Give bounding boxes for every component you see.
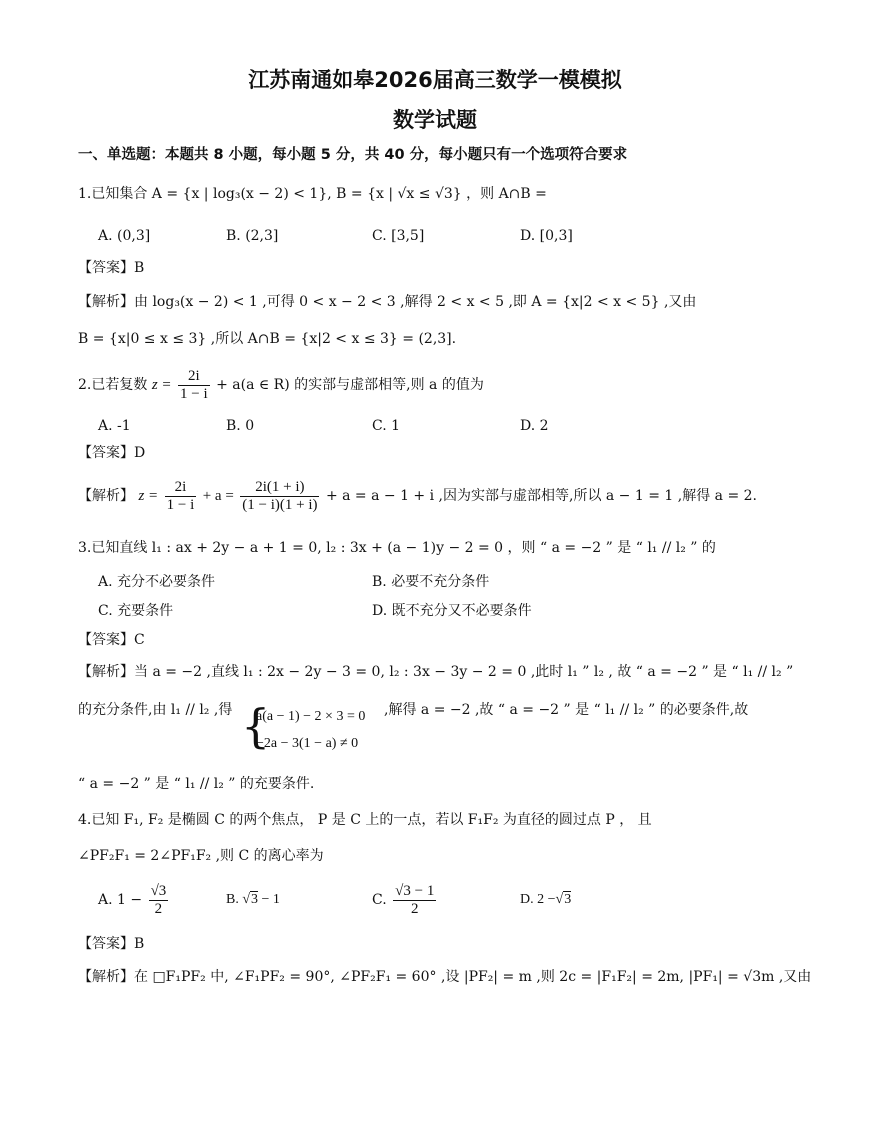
q3-option-a: A. 充分不必要条件	[98, 574, 216, 590]
q3-system-equation-2: −2a − 3(1 − a) ≠ 0	[256, 736, 359, 751]
question-1-stem: 1.已知集合 A = {x | log₃(x − 2) < 1}, B = {x | √x ≤ √3} ，则 A∩B =	[78, 186, 547, 202]
q1-option-a: A. (0,3]	[98, 228, 151, 244]
q2-answer: 【答案】D	[78, 445, 146, 461]
q1-analysis-line-1: 【解析】由 log₃(x − 2) < 1 ,可得 0 < x − 2 < 3 ,解得 2 < x < 5 ,即 A = {x|2 < x < 5} ,又由	[78, 294, 697, 310]
q4-option-b-suffix: − 1	[261, 892, 280, 907]
q1-option-d: D. [0,3]	[520, 228, 573, 244]
q4-option-b: B. √3 − 1	[226, 892, 280, 907]
q3-analysis-line-1: 【解析】当 a = −2 ,直线 l₁ : 2x − 2y − 3 = 0, l₂ : 3x − 3y − 2 = 0 ,此时 l₁ ” l₂ , 故 “ a = −2 ” 是 “ l₁ // l₂ ”	[78, 664, 794, 680]
q2-analysis-middle: + a =	[202, 488, 234, 504]
q2-fraction	[178, 368, 210, 403]
q4-option-d: D. 2 −√3	[520, 892, 572, 907]
q4-answer: 【答案】B	[78, 936, 145, 952]
q1-analysis-line-2: B = {x|0 ≤ x ≤ 3} ,所以 A∩B = {x|2 < x ≤ 3} = (2,3].	[78, 331, 457, 347]
q3-analysis-line-2-prefix: 的充分条件,由 l₁ // l₂ ,得	[78, 702, 233, 718]
q3-system-brace: {	[241, 699, 271, 753]
q2-analysis-fraction-2-numerator: 2i(1 + i)	[240, 479, 319, 497]
q4-option-b-radicand: 3	[251, 892, 259, 907]
q4-option-a	[98, 878, 170, 922]
q3-analysis-line-3: “ a = −2 ” 是 “ l₁ // l₂ ” 的充要条件.	[78, 776, 315, 792]
document-title: 江苏南通如皋2026届高三数学一模模拟	[248, 68, 622, 92]
q2-option-a: A. -1	[98, 418, 131, 434]
q3-option-d: D. 既不充分又不必要条件	[372, 603, 532, 619]
q4-option-c-numerator: √3 − 1	[395, 882, 435, 899]
q2-analysis-fraction-1	[165, 479, 197, 514]
q2-stem-prefix: 2.已若复数	[78, 377, 148, 393]
q2-analysis-fraction-2	[240, 479, 319, 514]
q2-analysis-prefix: 【解析】	[78, 488, 134, 504]
question-3-stem: 3.已知直线 l₁ : ax + 2y − a + 1 = 0, l₂ : 3x + (a − 1)y − 2 = 0 ，则 “ a = −2 ” 是 “ l₁ // l₂ ” 的	[78, 540, 716, 556]
q4-option-b-prefix: B.	[226, 892, 239, 907]
q4-option-d-radicand: 3	[564, 892, 572, 907]
q4-analysis: 【解析】在 □F₁PF₂ 中, ∠F₁PF₂ = 90°, ∠PF₂F₁ = 60° ,设 |PF₂| = m ,则 2c = |F₁F₂| = 2m, |PF₁| = √3m ,又由	[78, 969, 812, 985]
q2-fraction-denominator: 1 − i	[179, 385, 208, 402]
q3-analysis-line-2-suffix: ,解得 a = −2 ,故 “ a = −2 ” 是 “ l₁ // l₂ ” 的必要条件,故	[384, 702, 749, 718]
question-4-stem-line-2: ∠PF₂F₁ = 2∠PF₁F₂ ,则 C 的离心率为	[78, 848, 324, 864]
q2-z-label: z =	[151, 377, 172, 393]
q4-option-a-numerator: √3	[150, 882, 167, 899]
q2-analysis-suffix: + a = a − 1 + i ,因为实部与虚部相等,所以 a − 1 = 1 ,解得 a = 2.	[325, 488, 757, 504]
q2-option-b: B. 0	[226, 418, 255, 434]
q3-option-c: C. 充要条件	[98, 603, 174, 619]
question-4-stem-line-1: 4.已知 F₁, F₂ 是椭圆 C 的两个焦点， P 是 C 上的一点，若以 F₁F₂ 为直径的圆过点 P ， 且	[78, 812, 652, 828]
q1-option-b: B. (2,3]	[226, 228, 279, 244]
q2-option-d: D. 2	[520, 418, 549, 434]
question-2-stem	[78, 363, 484, 407]
q2-analysis-fraction-1-denominator: 1 − i	[166, 496, 195, 513]
q3-answer: 【答案】C	[78, 632, 145, 648]
q4-option-c-fraction	[393, 883, 436, 918]
q4-option-c-denominator: 2	[410, 900, 419, 917]
q4-option-a-prefix: A. 1 −	[98, 892, 143, 908]
q2-analysis	[78, 472, 757, 520]
q2-analysis-z: z =	[138, 488, 159, 504]
q1-option-c: C. [3,5]	[372, 228, 425, 244]
document-subtitle: 数学试题	[393, 108, 477, 132]
q2-fraction-numerator: 2i	[178, 368, 210, 386]
q4-option-a-fraction	[149, 883, 169, 918]
section-heading: 一、单选题：本题共 8 小题，每小题 5 分，共 40 分，每小题只有一个选项符合要求	[78, 147, 628, 163]
q3-system-equation-1: a(a − 1) − 2 × 3 = 0	[256, 709, 366, 724]
q1-answer: 【答案】B	[78, 260, 145, 276]
q4-option-c	[372, 878, 438, 922]
q4-option-c-prefix: C.	[372, 892, 387, 908]
q4-option-a-denominator: 2	[154, 900, 163, 917]
q3-option-b: B. 必要不充分条件	[372, 574, 490, 590]
q2-option-c: C. 1	[372, 418, 401, 434]
q2-stem-suffix: + a(a ∈ R) 的实部与虚部相等,则 a 的值为	[216, 377, 484, 393]
q2-analysis-fraction-1-numerator: 2i	[165, 479, 197, 497]
q2-analysis-fraction-2-denominator: (1 − i)(1 + i)	[242, 496, 318, 513]
q4-option-d-prefix: D. 2 −	[520, 892, 556, 907]
